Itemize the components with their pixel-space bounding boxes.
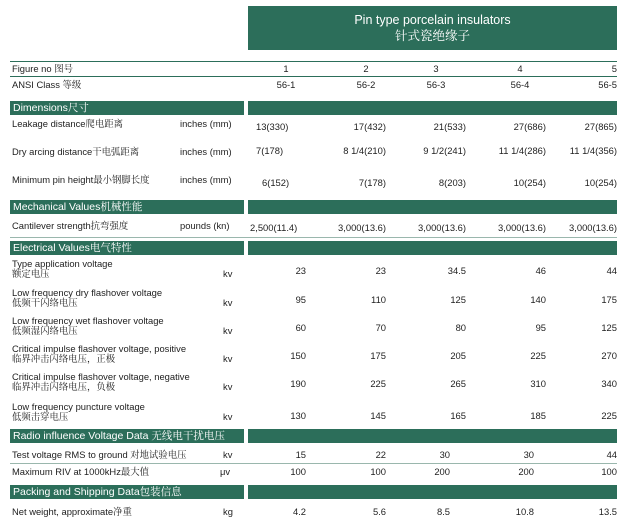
ansi-value: 56-2 [356, 79, 376, 90]
figure-value: 2 [363, 63, 369, 74]
row-value: 125 [450, 294, 466, 305]
row-value: 145 [370, 410, 386, 421]
row-value: 8.5 [436, 506, 450, 517]
row-label: Maximum RIV at 1000kHz最大值 [12, 466, 150, 477]
row-label: Dry arcing distance干电弧距离 [12, 146, 140, 157]
row-value: 340 [601, 378, 617, 389]
row-value: 2,500(11.4) [250, 222, 298, 233]
row-value: 3,000(13.6) [338, 222, 386, 233]
section-packing [10, 485, 617, 499]
figure-value: 3 [433, 63, 439, 74]
row-value: 3,000(13.6) [498, 222, 546, 233]
title-header [248, 6, 617, 50]
section-bar [248, 200, 617, 214]
row-value: 95 [295, 294, 306, 305]
row-value: 130 [290, 410, 306, 421]
row-label-cn: 临界冲击闪络电压，负极 [12, 381, 116, 392]
row-value: 125 [601, 322, 617, 333]
dimension-row [10, 174, 617, 188]
row-value: 13.5 [598, 506, 617, 517]
figure-row [10, 63, 617, 75]
section-bar [248, 485, 617, 499]
row-value: 17(432) [353, 121, 386, 132]
row-value: 44 [606, 265, 617, 276]
electrical-row [10, 371, 617, 395]
packing-row [10, 506, 617, 519]
ansi-value: 56-3 [426, 79, 446, 90]
row-value: 10(254) [584, 177, 617, 188]
row-label: Minimum pin height最小钢脚长度 [12, 174, 150, 185]
row-value: 10.8 [515, 506, 534, 517]
divider [10, 61, 617, 62]
row-unit: kv [223, 411, 233, 422]
row-label: Leakage distance爬电距离 [12, 118, 123, 129]
divider [10, 463, 617, 464]
dimension-row [10, 118, 617, 132]
row-value: 310 [530, 378, 546, 389]
section-dimensions [10, 101, 617, 115]
row-value: 10(254) [513, 177, 546, 188]
section-mechanical [10, 200, 617, 214]
row-value: 60 [295, 322, 306, 333]
row-label: Low frequency dry flashover voltage [12, 287, 163, 298]
row-value: 5.6 [372, 506, 386, 517]
row-value: 225 [530, 350, 546, 361]
row-value: 22 [375, 449, 386, 460]
row-value: 100 [601, 466, 617, 477]
row-label: Critical impulse flashover voltage, negative [12, 371, 190, 382]
row-value: 205 [450, 350, 466, 361]
row-value: 6(152) [262, 177, 290, 188]
row-unit: pounds (kn) [180, 220, 230, 231]
divider [10, 237, 617, 238]
row-label: Cantilever strength抗弯强度 [12, 220, 129, 231]
row-label: Critical impulse flashover voltage, positive [12, 343, 187, 354]
ansi-value: 56-4 [510, 79, 530, 90]
row-value: 23 [295, 265, 306, 276]
section-title: Radio influence Voltage Data 无线电干扰电压 [10, 429, 244, 443]
row-value: 34.5 [447, 265, 466, 276]
row-value: 100 [370, 466, 386, 477]
row-unit: kv [223, 353, 233, 364]
row-unit: inches (mm) [180, 146, 232, 157]
mechanical-row [10, 220, 617, 234]
row-unit: kv [223, 381, 233, 392]
row-value: 27(686) [513, 121, 546, 132]
row-value: 7(178) [358, 177, 386, 188]
row-value: 3,000(13.6) [569, 222, 617, 233]
row-unit: kv [223, 268, 233, 279]
row-label-cn: 临界冲击闪络电压，正极 [12, 353, 116, 364]
ansi-value: 56-5 [598, 79, 617, 90]
row-value: 30 [523, 449, 534, 460]
row-label-cn: 低频干闪络电压 [12, 297, 78, 308]
electrical-row [10, 315, 617, 339]
row-value: 15 [295, 449, 306, 460]
row-value: 13(330) [256, 121, 289, 132]
row-value: 165 [450, 410, 466, 421]
divider [10, 76, 617, 77]
row-value: 140 [530, 294, 546, 305]
row-value: 150 [290, 350, 306, 361]
row-label: Low frequency wet flashover voltage [12, 315, 164, 326]
row-label: Net weight, approximate净重 [12, 506, 132, 517]
row-unit: kv [223, 325, 233, 336]
row-value: 225 [370, 378, 386, 389]
row-value: 175 [601, 294, 617, 305]
row-unit: inches (mm) [180, 118, 232, 129]
radio-row [10, 449, 617, 462]
radio-row [10, 466, 617, 479]
ansi-label: ANSI Class 等级 [12, 79, 82, 90]
row-value: 27(865) [584, 121, 617, 132]
row-value: 3,000(13.6) [418, 222, 466, 233]
row-value: 270 [601, 350, 617, 361]
row-value: 8(203) [438, 177, 466, 188]
electrical-row [10, 287, 617, 311]
row-value: 23 [375, 265, 386, 276]
row-label: Low frequency puncture voltage [12, 401, 145, 412]
section-title: Packing and Shipping Data包装信息 [10, 485, 244, 499]
row-value: 4.2 [292, 506, 306, 517]
figure-label: Figure no 图号 [12, 63, 73, 74]
row-value: 185 [530, 410, 546, 421]
row-value: 100 [290, 466, 306, 477]
row-value: 8 1/4(210) [343, 145, 386, 156]
ansi-value: 56-1 [276, 79, 296, 90]
electrical-row [10, 343, 617, 367]
row-value: 110 [371, 294, 386, 305]
row-label-cn: 额定电压 [12, 268, 50, 279]
row-value: 46 [535, 265, 546, 276]
row-value: 11 1/4(286) [498, 145, 546, 156]
electrical-row [10, 401, 617, 425]
row-value: 95 [535, 322, 546, 333]
row-value: 200 [518, 466, 534, 477]
row-value: 7(178) [256, 145, 284, 156]
row-value: 44 [606, 449, 617, 460]
section-electrical [10, 241, 617, 255]
row-label: Type application voltage [12, 258, 113, 269]
section-bar [248, 429, 617, 443]
section-title: Electrical Values电气特性 [10, 241, 244, 255]
row-value: 11 1/4(356) [569, 145, 617, 156]
section-radio [10, 429, 617, 443]
section-title: Mechanical Values机械性能 [10, 200, 244, 214]
title-english: Pin type porcelain insulators [354, 13, 511, 27]
row-value: 265 [450, 378, 466, 389]
row-label-cn: 低频湿闪络电压 [12, 325, 78, 336]
section-bar [248, 241, 617, 255]
section-bar [248, 101, 617, 115]
row-unit: kg [223, 506, 233, 517]
row-value: 225 [601, 410, 617, 421]
figure-value: 4 [517, 63, 523, 74]
title-chinese: 针式瓷绝缘子 [394, 29, 470, 43]
row-label-cn: 低频击穿电压 [12, 411, 69, 422]
row-value: 200 [434, 466, 450, 477]
row-label: Test voltage RMS to ground 对地试验电压 [12, 449, 187, 460]
row-unit: inches (mm) [180, 174, 232, 185]
row-value: 190 [290, 378, 306, 389]
row-value: 21(533) [433, 121, 466, 132]
row-unit: kv [223, 449, 233, 460]
figure-value: 1 [283, 63, 289, 74]
row-value: 9 1/2(241) [423, 145, 466, 156]
row-value: 30 [439, 449, 450, 460]
ansi-row [10, 79, 617, 91]
row-value: 175 [370, 350, 386, 361]
row-unit: μv [220, 466, 231, 477]
dimension-row [10, 146, 617, 160]
section-title: Dimensions尺寸 [10, 101, 244, 115]
figure-value: 5 [611, 63, 617, 74]
row-value: 70 [375, 322, 386, 333]
electrical-row [10, 258, 617, 282]
row-unit: kv [223, 297, 233, 308]
row-value: 80 [455, 322, 466, 333]
